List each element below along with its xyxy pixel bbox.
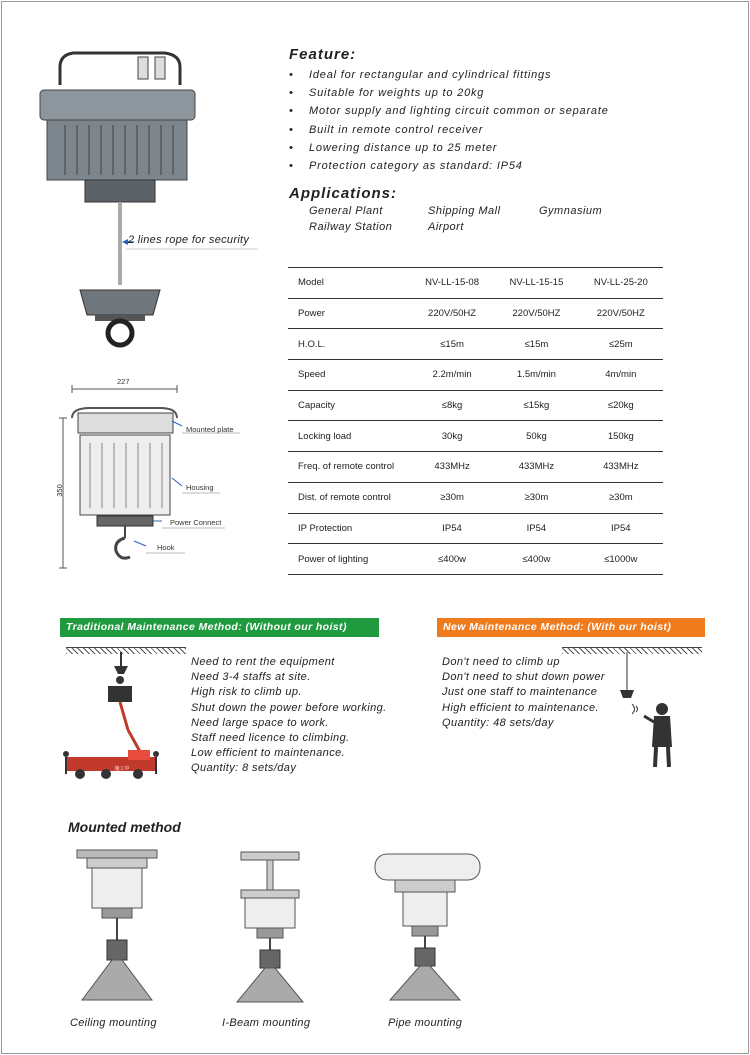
- application-item: Gymnasium: [539, 205, 603, 217]
- spec-value: ≤1000w: [579, 544, 663, 575]
- spec-value: ≤400w: [410, 544, 494, 575]
- spec-row: [288, 421, 663, 452]
- label-mounted-plate: Mounted plate: [186, 425, 234, 434]
- applications-heading: Applications:: [289, 185, 398, 202]
- dimension-diagram: [50, 383, 250, 583]
- spec-row: [288, 360, 663, 391]
- spec-value: 220V/50HZ: [494, 298, 578, 329]
- traditional-banner: Traditional Maintenance Method: (Without our hoist): [60, 618, 379, 637]
- label-hook: Hook: [157, 543, 175, 552]
- spec-label: H.O.L.: [288, 329, 410, 360]
- new-method-item: High efficient to maintenance.: [442, 701, 599, 714]
- lift-truck-illustration: [58, 652, 183, 782]
- spec-value: ≤15m: [494, 329, 578, 360]
- spec-row: [288, 298, 663, 329]
- spec-value: IP54: [410, 513, 494, 544]
- spec-value: ≤20kg: [579, 390, 663, 421]
- spec-label: Speed: [288, 360, 410, 391]
- traditional-item: Quantity: 8 sets/day: [191, 762, 297, 775]
- spec-value: 50kg: [494, 421, 578, 452]
- spec-value: NV-LL-15-08: [410, 268, 494, 299]
- spec-value: ≥30m: [410, 482, 494, 513]
- feature-list: [289, 66, 609, 175]
- dim-height: 350: [54, 484, 64, 497]
- feature-item: • Lowering distance up to 25 meter: [289, 141, 498, 154]
- application-item: Shipping Mall: [428, 205, 501, 217]
- caption-ibeam: I-Beam mounting: [222, 1017, 311, 1029]
- spec-value: ≤15kg: [494, 390, 578, 421]
- application-item: Airport: [428, 221, 464, 233]
- spec-row: [288, 390, 663, 421]
- spec-label: Capacity: [288, 390, 410, 421]
- spec-value: ≥30m: [494, 482, 578, 513]
- new-method-item: Don't need to shut down power: [442, 671, 605, 684]
- spec-table: [288, 267, 663, 575]
- traditional-item: Need large space to work.: [191, 716, 329, 729]
- feature-item: • Motor supply and lighting circuit common or separate: [289, 105, 609, 118]
- spec-value: 2.2m/min: [410, 360, 494, 391]
- spec-label: Locking load: [288, 421, 410, 452]
- application-item: Railway Station: [309, 221, 393, 233]
- spec-value: 433MHz: [410, 452, 494, 483]
- traditional-item: Need to rent the equipment: [191, 656, 335, 668]
- spec-value: IP54: [579, 513, 663, 544]
- spec-row: [288, 329, 663, 360]
- label-power-connect: Power Connect: [170, 518, 222, 527]
- spec-value: 4m/min: [579, 360, 663, 391]
- spec-label: Model: [288, 268, 410, 299]
- spec-label: Power of lighting: [288, 544, 410, 575]
- traditional-item: Shut down the power before working.: [191, 701, 387, 714]
- feature-heading: Feature:: [289, 46, 357, 63]
- new-method-item: Don't need to climb up: [442, 656, 560, 668]
- pipe-mount-illustration: [370, 848, 485, 1008]
- new-method-banner: New Maintenance Method: (With our hoist): [437, 618, 705, 637]
- hoist-illustration: [35, 45, 205, 350]
- dim-width: 227: [117, 377, 130, 386]
- mounted-heading: Mounted method: [68, 819, 181, 835]
- spec-row: [288, 482, 663, 513]
- caption-ceiling: Ceiling mounting: [70, 1017, 157, 1029]
- traditional-item: High risk to climb up.: [191, 686, 302, 699]
- spec-label: Power: [288, 298, 410, 329]
- spec-row: [288, 268, 663, 299]
- spec-value: 30kg: [410, 421, 494, 452]
- traditional-item: Need 3-4 staffs at site.: [191, 671, 311, 684]
- spec-row: [288, 513, 663, 544]
- spec-value: ≤8kg: [410, 390, 494, 421]
- spec-value: ≥30m: [579, 482, 663, 513]
- traditional-item: Low efficient to maintenance.: [191, 747, 346, 760]
- feature-item: • Suitable for weights up to 20kg: [289, 87, 485, 100]
- application-item: General Plant: [309, 205, 383, 217]
- ceiling-mount-illustration: [72, 845, 162, 1010]
- spec-value: 433MHz: [494, 452, 578, 483]
- rope-callout-label: 2 lines rope for security: [128, 234, 250, 246]
- spec-value: ≤25m: [579, 329, 663, 360]
- operator-illustration: [610, 652, 700, 772]
- spec-value: ≤400w: [494, 544, 578, 575]
- spec-label: IP Protection: [288, 513, 410, 544]
- truck-sign: 施工中: [114, 766, 130, 772]
- spec-value: NV-LL-15-15: [494, 268, 578, 299]
- spec-value: 220V/50HZ: [579, 298, 663, 329]
- spec-label: Dist. of remote control: [288, 482, 410, 513]
- feature-item: • Protection category as standard: IP54: [289, 159, 523, 172]
- spec-value: 150kg: [579, 421, 663, 452]
- new-method-list: [442, 655, 605, 731]
- ibeam-mount-illustration: [233, 850, 313, 1010]
- spec-value: ≤15m: [410, 329, 494, 360]
- caption-pipe: Pipe mounting: [388, 1017, 463, 1029]
- spec-value: 433MHz: [579, 452, 663, 483]
- new-method-item: Quantity: 48 sets/day: [442, 716, 554, 729]
- label-housing: Housing: [186, 483, 214, 492]
- spec-row: [288, 544, 663, 575]
- feature-item: • Ideal for rectangular and cylindrical fittings: [289, 69, 552, 81]
- traditional-item: Staff need licence to climbing.: [191, 732, 350, 745]
- spec-value: IP54: [494, 513, 578, 544]
- feature-item: • Built in remote control receiver: [289, 123, 484, 136]
- spec-value: NV-LL-25-20: [579, 268, 663, 299]
- spec-value: 1.5m/min: [494, 360, 578, 391]
- traditional-list: [191, 655, 387, 777]
- spec-label: Freq. of remote control: [288, 452, 410, 483]
- spec-row: [288, 452, 663, 483]
- new-method-item: Just one staff to maintenance: [442, 686, 598, 699]
- spec-value: 220V/50HZ: [410, 298, 494, 329]
